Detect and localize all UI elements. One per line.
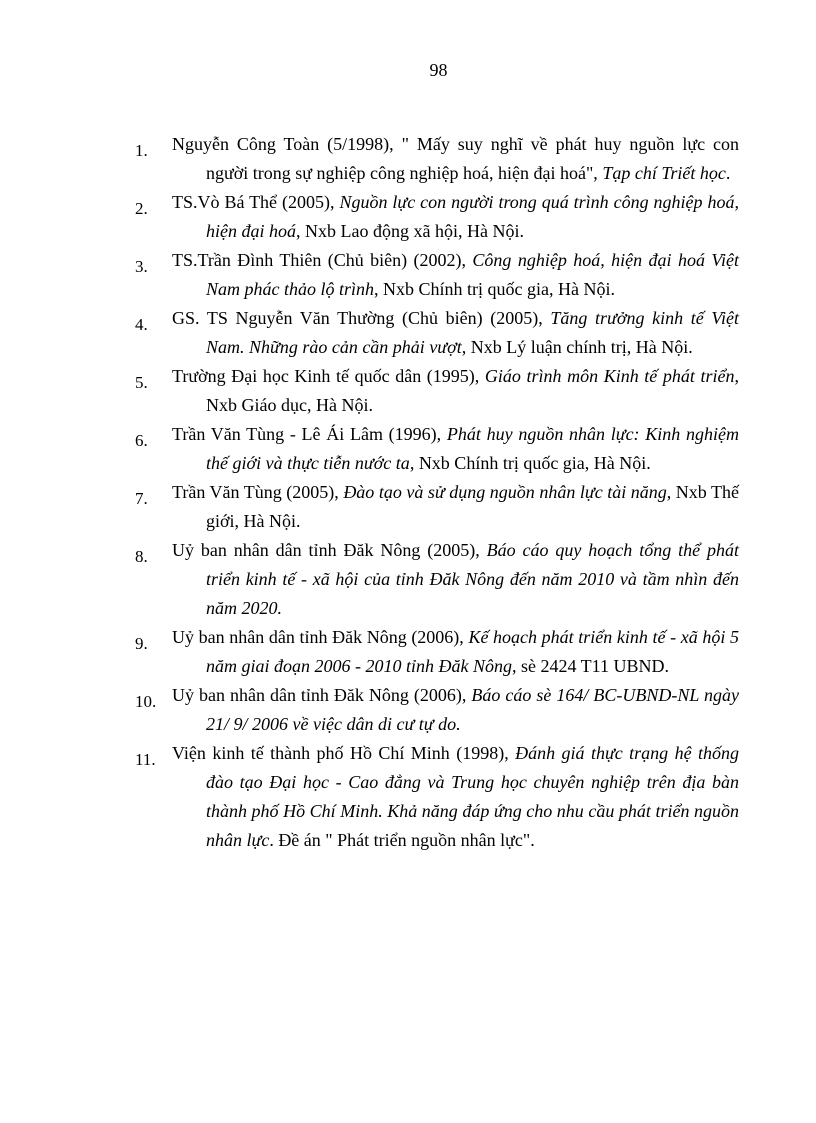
reference-publisher: , Nxb Chính trị quốc gia, Hà Nội. bbox=[374, 279, 615, 299]
reference-authors: Nguyễn Công Toàn (5/1998), " Mấy suy nghĩ về phát huy nguồn lực con người trong sự nghiệp công nghiệp hoá, hiện đại hoá", bbox=[172, 134, 739, 183]
reference-item bbox=[131, 246, 739, 304]
reference-title: Báo cáo quy hoạch tổng thể phát triển kinh tế - xã hội của tỉnh Đăk Nông đến năm 2010 và tầm nhìn đến năm 2020. bbox=[206, 540, 739, 618]
reference-publisher: , Nxb Chính trị quốc gia, Hà Nội. bbox=[409, 453, 651, 473]
reference-item bbox=[131, 739, 739, 855]
reference-authors: TS.Trần Đình Thiên (Chủ biên) (2002), bbox=[172, 250, 473, 270]
reference-authors: Uỷ ban nhân dân tỉnh Đăk Nông (2006), bbox=[172, 685, 472, 705]
reference-item bbox=[131, 536, 739, 623]
reference-item bbox=[131, 304, 739, 362]
reference-publisher: , Nxb Giáo dục, Hà Nội. bbox=[206, 366, 739, 415]
reference-authors: Trần Văn Tùng (2005), bbox=[172, 482, 344, 502]
reference-number: 8. bbox=[135, 547, 148, 566]
reference-authors: TS.Vò Bá Thể (2005), bbox=[172, 192, 340, 212]
reference-item bbox=[131, 420, 739, 478]
reference-number: 9. bbox=[135, 634, 148, 653]
reference-item bbox=[131, 188, 739, 246]
reference-authors: Viện kinh tế thành phố Hồ Chí Minh (1998), bbox=[172, 743, 516, 763]
reference-item bbox=[131, 130, 739, 188]
reference-title: Nguồn lực con người trong quá trình công nghiệp hoá, hiện đại hoá bbox=[206, 192, 739, 241]
reference-number: 2. bbox=[135, 199, 148, 218]
reference-item bbox=[131, 681, 739, 739]
reference-number: 11. bbox=[135, 750, 156, 769]
reference-authors: Uỷ ban nhân dân tỉnh Đăk Nông (2005), bbox=[172, 540, 487, 560]
reference-number: 3. bbox=[135, 257, 148, 276]
reference-title: Tăng trưởng kinh tế Việt Nam. Những rào cản cần phải vượt bbox=[206, 308, 739, 357]
reference-number: 6. bbox=[135, 431, 148, 450]
reference-publisher: . Đề án " Phát triển nguồn nhân lực". bbox=[269, 830, 535, 850]
reference-publisher: , Nxb Thế giới, Hà Nội. bbox=[206, 482, 739, 531]
reference-authors: Trường Đại học Kinh tế quốc dân (1995), bbox=[172, 366, 485, 386]
reference-item bbox=[131, 362, 739, 420]
reference-number: 4. bbox=[135, 315, 148, 334]
reference-number: 5. bbox=[135, 373, 148, 392]
reference-title: Kế hoạch phát triển kinh tế - xã hội 5 năm giai đoạn 2006 - 2010 tỉnh Đăk Nông bbox=[206, 627, 739, 676]
reference-authors: Trần Văn Tùng - Lê Ái Lâm (1996), bbox=[172, 424, 447, 444]
reference-item bbox=[131, 623, 739, 681]
reference-publisher: , sè 2424 T11 UBND. bbox=[512, 656, 669, 676]
reference-publisher: , Nxb Lý luận chính trị, Hà Nội. bbox=[461, 337, 693, 357]
reference-title: Tạp chí Triết học bbox=[602, 163, 726, 183]
reference-list bbox=[131, 130, 739, 855]
reference-publisher: , Nxb Lao động xã hội, Hà Nội. bbox=[296, 221, 524, 241]
reference-publisher: . bbox=[725, 163, 731, 183]
reference-number: 7. bbox=[135, 489, 148, 508]
reference-item bbox=[131, 478, 739, 536]
reference-number: 1. bbox=[135, 141, 148, 160]
reference-number: 10. bbox=[135, 692, 157, 711]
page-number: 98 bbox=[429, 60, 448, 80]
reference-title: Báo cáo sè 164/ BC-UBND-NL ngày 21/ 9/ 2006 về việc dân di cư tự do. bbox=[206, 685, 739, 734]
reference-title: Đào tạo và sử dụng nguồn nhân lực tài năng bbox=[343, 482, 667, 502]
reference-title: Công nghiệp hoá, hiện đại hoá Việt Nam phác thảo lộ trình bbox=[206, 250, 739, 299]
reference-title: Đánh giá thực trạng hệ thống đào tạo Đại học - Cao đẳng và Trung học chuyên nghiệp trên địa bàn thành phố Hồ Chí Minh. Khả năng đáp ứng cho nhu cầu phát triển nguồn nhân lực bbox=[206, 743, 739, 850]
reference-title: Phát huy nguồn nhân lực: Kinh nghiệm thế giới và thực tiễn nước ta bbox=[206, 424, 739, 473]
reference-title: Giáo trình môn Kinh tế phát triển bbox=[484, 366, 735, 386]
reference-authors: GS. TS Nguyễn Văn Thường (Chủ biên) (2005), bbox=[172, 308, 551, 328]
reference-authors: Uỷ ban nhân dân tỉnh Đăk Nông (2006), bbox=[172, 627, 469, 647]
